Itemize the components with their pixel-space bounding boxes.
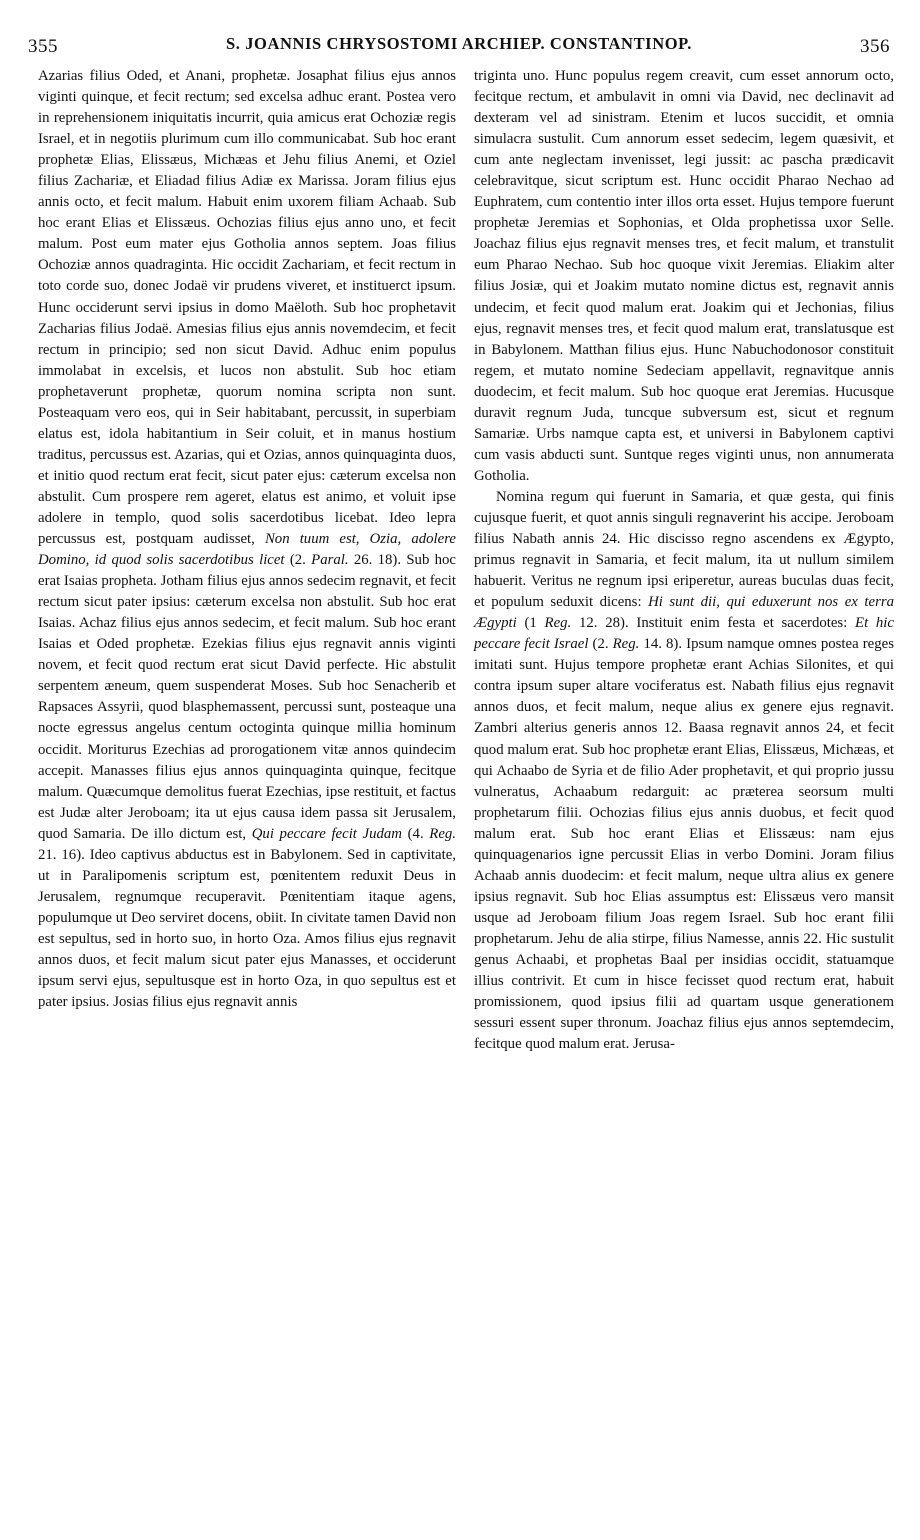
citation-number: 14. 8). bbox=[639, 636, 687, 653]
page-number-left: 355 bbox=[28, 36, 58, 57]
paragraph bbox=[474, 487, 894, 1055]
citation: (4. bbox=[402, 825, 430, 842]
running-title: S. JOANNIS CHRYSOSTOMI ARCHIEP. CONSTANTINOP. bbox=[225, 34, 693, 53]
citation-book: Reg. bbox=[612, 636, 640, 653]
citation-number: 12. 28). bbox=[571, 615, 637, 632]
scripture-quote: Qui peccare fecit Judam bbox=[251, 825, 402, 842]
citation-number: 21. 16). bbox=[38, 846, 90, 863]
text-run: triginta uno. Hunc populus regem creavit, cum esset annorum octo, fecitque rectum, et ambulavit in omni via David, nec declinavit ad dexteram vel ad sinistram. Etenim et lucos succidit, et omnia simulacra sustulit. Cum annorum esset sedecim, legem quæsivit, et cum ante neglectam invenisset, legi jussit: ac pascha prædicavit celebravitque, sicut scriptum est. Hunc occidit Pharao Nechao ad Euphratem, cum contentio inter illos orta esset. Hujus tempore fuerunt prophetæ Jeremias et Sophonias, et Olda prophetissa uxor Selle. Joachaz filius ejus regnavit menses tres, et fecit malum, et transtulit eum Pharao Nechao. Sub hoc quoque vixit Jeremias. Eliakim alter filius Josiæ, qui et Joakim mutato nomine dictus est, regnavit annis undecim, et fecit quod malum erat. Joakim qui et Jechonias, filius ejus, regnavit menses tres, et fecit quod malum erat, translatusque est in Babylonem. Matthan filius ejus. Hunc Nabuchodonosor constituit regem, et mutato nomine Sedeciam appellavit, regnavitque annis duodecim, et fecit malum. Sub hoc quoque erat Jeremias. Hucusque duravit regnum Juda, tuncque subversum est, sicut et regnum Samariæ. Urbs namque capta est, et universi in Babylonem captivi cum vasis abducti sunt. Suntque reges viginti unus, non annumerata Gotholia. bbox=[474, 68, 894, 484]
citation-book: Paral. bbox=[311, 552, 349, 569]
text-column-left bbox=[38, 66, 456, 1013]
citation-book: Reg. bbox=[544, 615, 572, 632]
citation: (2. bbox=[588, 636, 613, 653]
text-run: Nomina regum qui fuerunt in Samaria, et quæ gesta, qui finis cujusque fuerit, et quot annis singuli regnaverint his accipe. Jeroboam filius Nabath annis 24. Hic discisso regno ascendens ex Ægypto, primus regnavit in Samaria, et fecit malum, ita ut nullum similem habuerit. Veritus ne regnum ipsi eriperetur, aureas buculas duas fecit, et populum seduxit dicens: bbox=[474, 488, 894, 611]
scripture-quote: Et hic peccare fecit Israel bbox=[474, 615, 894, 653]
citation: (2. bbox=[284, 552, 312, 569]
text-column-right bbox=[474, 66, 894, 1055]
paragraph bbox=[38, 66, 456, 1013]
page-header bbox=[28, 34, 890, 62]
citation: (1 bbox=[516, 615, 545, 632]
scripture-quote: Non tuum est, Ozia, adolere Domino, id quod solis sacerdotibus licet bbox=[38, 531, 456, 569]
text-run: Azarias filius Oded, et Anani, prophetæ. Josaphat filius ejus annos viginti quinque, et fecit rectum; sed excelsa adhuc erant. Postea vero in reprehensionem iniquitatis incurrit, quia amicus erat Ochoziæ regis Israel, et in negotiis plurimum cum illo communicabat. Sub hoc erant prophetæ Elias, Elissæus, Michæas et Jehu filius Anemi, et Oziel filius Zachariæ, et Eliadad filius Adiæ ex Marissa. Joram filius ejus annis octo, et fecit malum. Habuit enim uxorem filiam Achaab. Sub hoc erant Elias et Elissæus. Ochozias filius ejus anno uno, et fecit malum. Post eum mater ejus Gotholia annos septem. Joas filius Ochoziæ annos quadraginta. Hic occidit Zachariam, et fecit rectum in toto corde suo, donec Jodaë vir prudens viveret, et instituerct ipsum. Hunc occiderunt servi ipsius in domo Maëloth. Sub hoc prophetavit Zacharias filius Jodaë. Amesias filius ejus annis novemdecim, et fecit rectum in principio; sed non sicut David. Adhuc enim populus immolabat in excelsis, et lucos non abstulit. Sub hoc etiam prophetaverunt prophetæ, quorum nomina scripta non sunt. Posteaquam vero eos, qui in Seir habitabant, percussit, in superbiam elatus est, idola habitantium in Seir coluit, et in manus hostium traditus, percussus est. Azarias, qui et Ozias, annos quinquaginta duos, et initio quod rectum erat fecit, sicut pater ejus: cæterum excelsa non abstulit. Cum prospere rem ageret, elatus est animo, et voluit ipse adolere in templo, quod solis sacerdotibus licebat. Ideo lepra percussus est, postquam audisset, bbox=[38, 68, 456, 548]
text-run: Ideo captivus abductus est in Babylonem. Sed in captivitate, ut in Paralipomenis scriptum est, pœnitentem reduxit Deus in Jerusalem, regnumque recuperavit. Pœnitentiam itaque agens, populumque ut Deo serviret docens, obiit. In civitate tamen David non est sepultus, sed in horto suo, in horto Oza. Amos filius ejus regnavit annos duos, et fecit malum sicut pater ejus Manasses, et occiderunt ipsum servi ejus, sepultusque est in horto Oza, in quo sepultus est et pater ipsius. Josias filius ejus regnavit annis bbox=[38, 846, 456, 1011]
text-run: Sub hoc erat Isaias propheta. Jotham filius ejus annos sedecim regnavit, et fecit rectum sicut pater ipsius: cæterum excelsa non abstulit. Sub hoc erat Isaias. Achaz filius ejus annos sedecim, et fecit malum. Sub hoc erant Isaias et Oded prophetæ. Ezekias filius ejus regnavit annis viginti novem, et fecit quod rectum erat sicut David perfecte. Hic abstulit serpentem æneum, quem suspenderat Moses. Sub hoc Senacherib et Rapsaces Assyrii, quod blasphemassent, percussi sunt, posteaque una nocte egressus angelus centum octoginta quinque millia hominum occidit. Moriturus Ezechias ad prorogationem vitæ annos quindecim accepit. Manasses filius ejus annos quinquaginta quinque, fecitque malum. Quæcumque demolitus fuerat Ezechias, ipse restituit, et factus est Judæ alter Jeroboam; ita ut ejus causa idem passa sit Jerusalem, quod Samaria. De illo dictum est, bbox=[38, 552, 456, 842]
paragraph bbox=[474, 66, 894, 487]
citation-book: Reg. bbox=[429, 825, 456, 842]
text-run: Ipsum namque omnes postea reges imitati sunt. Hujus tempore prophetæ erant Achias Silonites, et qui contra ipsum super altare vociferatus est. Nabath filius ejus regnavit annos duos, et fecit malum, neque alius ex genere ejus regnavit. Zambri alterius generis annos 12. Baasa regnavit annos 24, et fecit quod malum erat. Sub hoc prophetæ erant Elias, Elissæus, Michæas, et qui Achaabo de Syria et de filio Ader prophetavit, et qui proprio jussu vulneratus, Achaabum redarguit: ac præterea seorsum multi prophetarum filii. Ochozias filius ejus annis duobus, et fecit quod malum erat. Sub hoc erant Elias et Elissæus: nam ejus quinquagenarios igne percussit Elias in verbo Domini. Joram filius Achaab annis duodecim: et fecit malum, neque ultra alius ex genere ipsius regnavit. Sub hoc Elias assumptus est: Elissæus vero mansit usque ad Jeroboam filium Joas regem Israel. Sub hoc erant filii prophetarum. Jehu de alia stirpe, filius Namesse, annis 22. Hic sustulit genus Achaabi, et prophetas Baal per insidias occidit, statuamque illius contrivit. Et cum in hisce fecisset quod rectum erat, habuit promissionem, quod ipsius filii ad quartam usque generationem sessuri essent super thronum. Joachaz filius ejus annos septemdecim, fecitque quod malum erat. Jerusa- bbox=[474, 636, 894, 1053]
scripture-quote: Hi sunt dii, qui eduxerunt nos ex terra Ægypti bbox=[474, 594, 894, 632]
page-number-right: 356 bbox=[860, 36, 890, 57]
citation-number: 26. 18). bbox=[348, 552, 407, 569]
text-run: Instituit enim festa et sacerdotes: bbox=[636, 615, 856, 632]
